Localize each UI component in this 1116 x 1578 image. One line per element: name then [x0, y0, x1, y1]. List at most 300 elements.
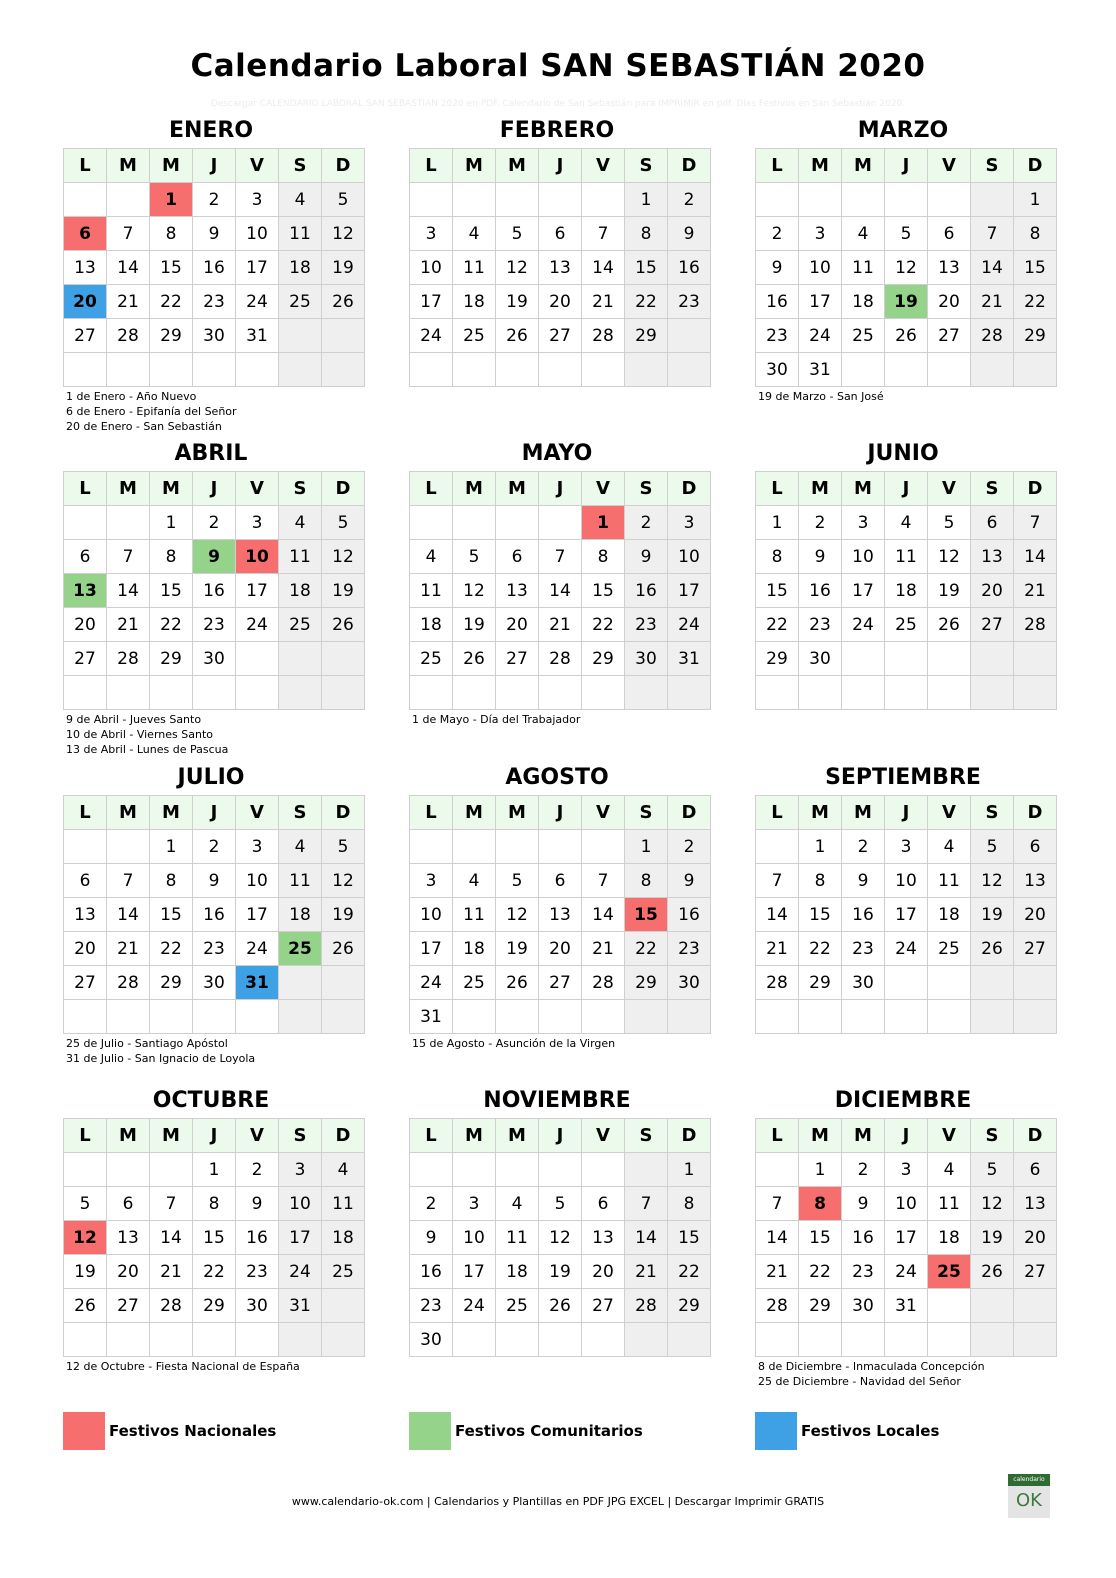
week-row	[410, 574, 711, 608]
day-cell: 16	[236, 1221, 279, 1255]
day-cell: 10	[410, 898, 453, 932]
empty-day-cell	[322, 1000, 365, 1034]
week-row	[756, 1000, 1057, 1034]
empty-day-cell	[625, 353, 668, 387]
day-cell: 14	[107, 574, 150, 608]
day-cell: 16	[193, 251, 236, 285]
empty-day-cell	[928, 353, 971, 387]
day-cell: 16	[625, 574, 668, 608]
holiday-note: 12 de Octubre - Fiesta Nacional de España	[66, 1360, 300, 1373]
empty-day-cell	[971, 1000, 1014, 1034]
week-row	[756, 1289, 1057, 1323]
empty-day-cell	[322, 1323, 365, 1357]
empty-day-cell	[756, 1153, 799, 1187]
empty-day-cell	[236, 1323, 279, 1357]
day-cell: 27	[107, 1289, 150, 1323]
day-cell: 8	[582, 540, 625, 574]
empty-day-cell	[799, 1323, 842, 1357]
empty-day-cell	[279, 966, 322, 1000]
day-cell: 16	[193, 898, 236, 932]
weekday-header: S	[971, 1119, 1014, 1153]
day-cell: 6	[64, 540, 107, 574]
weekday-header: J	[193, 472, 236, 506]
empty-day-cell	[582, 1323, 625, 1357]
day-cell: 28	[756, 966, 799, 1000]
day-cell: 19	[64, 1255, 107, 1289]
legend-swatch-comunitario	[409, 1412, 451, 1450]
day-cell: 26	[453, 642, 496, 676]
day-cell: 19	[971, 1221, 1014, 1255]
day-cell: 28	[539, 642, 582, 676]
day-cell: 19	[539, 1255, 582, 1289]
day-cell: 12	[971, 1187, 1014, 1221]
weekday-header: D	[1014, 1119, 1057, 1153]
day-cell: 9	[625, 540, 668, 574]
empty-day-cell	[756, 676, 799, 710]
week-row	[64, 1153, 365, 1187]
day-cell: 3	[885, 1153, 928, 1187]
day-cell: 14	[150, 1221, 193, 1255]
day-cell: 22	[150, 608, 193, 642]
empty-day-cell	[496, 1323, 539, 1357]
holiday-note: 8 de Diciembre - Inmaculada Concepción	[758, 1360, 985, 1373]
week-row	[64, 830, 365, 864]
day-cell: 13	[971, 540, 1014, 574]
day-cell: 7	[582, 864, 625, 898]
empty-day-cell	[539, 183, 582, 217]
day-cell: 3	[668, 506, 711, 540]
month-name: MARZO	[857, 118, 949, 143]
day-cell: 30	[625, 642, 668, 676]
weekday-header: L	[64, 1119, 107, 1153]
weekday-header-row	[756, 796, 1057, 830]
day-cell: 23	[842, 932, 885, 966]
holiday-day-cell: 25	[279, 932, 322, 966]
day-cell: 18	[279, 898, 322, 932]
day-cell: 24	[236, 932, 279, 966]
day-cell: 25	[928, 932, 971, 966]
week-row	[64, 676, 365, 710]
day-cell: 25	[279, 608, 322, 642]
weekday-header: S	[971, 149, 1014, 183]
month-julio	[63, 761, 359, 1066]
week-row	[756, 642, 1057, 676]
holiday-day-cell: 10	[236, 540, 279, 574]
day-cell: 28	[107, 642, 150, 676]
day-cell: 9	[799, 540, 842, 574]
empty-day-cell	[453, 830, 496, 864]
holiday-note: 6 de Enero - Epifanía del Señor	[66, 405, 237, 418]
week-row	[410, 1187, 711, 1221]
legend-item-nacional	[63, 1412, 276, 1450]
weekday-header: V	[582, 472, 625, 506]
week-row	[756, 319, 1057, 353]
day-cell: 21	[107, 285, 150, 319]
day-cell: 18	[279, 251, 322, 285]
month-name: SEPTIEMBRE	[825, 765, 981, 790]
day-cell: 19	[322, 574, 365, 608]
day-cell: 5	[928, 506, 971, 540]
day-cell: 29	[799, 966, 842, 1000]
day-cell: 3	[799, 217, 842, 251]
day-cell: 30	[756, 353, 799, 387]
holiday-note: 20 de Enero - San Sebastián	[66, 420, 222, 433]
day-cell: 30	[193, 319, 236, 353]
day-cell: 26	[539, 1289, 582, 1323]
week-row	[410, 1323, 711, 1357]
day-cell: 8	[756, 540, 799, 574]
month-table	[409, 471, 711, 710]
empty-day-cell	[279, 642, 322, 676]
site-logo[interactable]	[1008, 1474, 1050, 1518]
day-cell: 5	[496, 864, 539, 898]
day-cell: 31	[668, 642, 711, 676]
day-cell: 18	[885, 574, 928, 608]
empty-day-cell	[410, 1153, 453, 1187]
weekday-header: V	[582, 1119, 625, 1153]
empty-day-cell	[193, 1323, 236, 1357]
day-cell: 12	[322, 540, 365, 574]
empty-day-cell	[582, 353, 625, 387]
empty-day-cell	[496, 676, 539, 710]
weekday-header: M	[496, 149, 539, 183]
day-cell: 30	[236, 1289, 279, 1323]
empty-day-cell	[539, 830, 582, 864]
week-row	[410, 932, 711, 966]
day-cell: 30	[799, 642, 842, 676]
empty-day-cell	[279, 353, 322, 387]
day-cell: 11	[928, 864, 971, 898]
weekday-header: M	[150, 1119, 193, 1153]
day-cell: 24	[668, 608, 711, 642]
week-row	[410, 506, 711, 540]
week-row	[756, 1153, 1057, 1187]
weekday-header: L	[756, 1119, 799, 1153]
day-cell: 12	[322, 217, 365, 251]
day-cell: 22	[582, 608, 625, 642]
day-cell: 27	[64, 966, 107, 1000]
day-cell: 24	[799, 319, 842, 353]
legend-label: Festivos Comunitarios	[455, 1422, 643, 1440]
day-cell: 11	[279, 217, 322, 251]
day-cell: 2	[756, 217, 799, 251]
empty-day-cell	[928, 676, 971, 710]
day-cell: 3	[842, 506, 885, 540]
day-cell: 11	[928, 1187, 971, 1221]
day-cell: 15	[193, 1221, 236, 1255]
empty-day-cell	[885, 1323, 928, 1357]
month-name: ABRIL	[174, 441, 248, 466]
day-cell: 6	[582, 1187, 625, 1221]
weekday-header: J	[539, 796, 582, 830]
day-cell: 12	[496, 898, 539, 932]
empty-day-cell	[885, 676, 928, 710]
month-marzo	[755, 114, 1051, 404]
legend-label: Festivos Locales	[801, 1422, 940, 1440]
day-cell: 3	[410, 864, 453, 898]
empty-day-cell	[453, 183, 496, 217]
weekday-header: V	[928, 1119, 971, 1153]
week-row	[64, 183, 365, 217]
empty-day-cell	[496, 506, 539, 540]
day-cell: 7	[625, 1187, 668, 1221]
day-cell: 4	[453, 864, 496, 898]
weekday-header: V	[582, 796, 625, 830]
month-name: JUNIO	[867, 441, 939, 466]
day-cell: 23	[668, 285, 711, 319]
day-cell: 25	[410, 642, 453, 676]
weekday-header: S	[279, 149, 322, 183]
empty-day-cell	[971, 966, 1014, 1000]
day-cell: 12	[496, 251, 539, 285]
day-cell: 31	[279, 1289, 322, 1323]
weekday-header: M	[453, 1119, 496, 1153]
empty-day-cell	[150, 1153, 193, 1187]
weekday-header: M	[496, 472, 539, 506]
weekday-header: D	[1014, 149, 1057, 183]
day-cell: 8	[193, 1187, 236, 1221]
day-cell: 28	[107, 966, 150, 1000]
weekday-header: D	[668, 796, 711, 830]
day-cell: 17	[410, 285, 453, 319]
weekday-header: M	[799, 149, 842, 183]
day-cell: 29	[625, 319, 668, 353]
day-cell: 6	[64, 864, 107, 898]
week-row	[756, 251, 1057, 285]
day-cell: 30	[193, 966, 236, 1000]
empty-day-cell	[625, 1153, 668, 1187]
weekday-header: S	[279, 472, 322, 506]
weekday-header: L	[64, 149, 107, 183]
day-cell: 1	[150, 506, 193, 540]
holiday-day-cell: 15	[625, 898, 668, 932]
day-cell: 19	[322, 251, 365, 285]
empty-day-cell	[885, 966, 928, 1000]
day-cell: 18	[279, 574, 322, 608]
week-row	[756, 864, 1057, 898]
holiday-note: 15 de Agosto - Asunción de la Virgen	[412, 1037, 616, 1050]
weekday-header: D	[668, 1119, 711, 1153]
day-cell: 12	[322, 864, 365, 898]
day-cell: 27	[582, 1289, 625, 1323]
week-row	[756, 676, 1057, 710]
day-cell: 15	[150, 251, 193, 285]
week-row	[64, 1323, 365, 1357]
month-name: FEBRERO	[499, 118, 615, 143]
empty-day-cell	[971, 642, 1014, 676]
month-agosto	[409, 761, 705, 1051]
weekday-header: M	[150, 472, 193, 506]
month-mayo	[409, 437, 705, 727]
empty-day-cell	[799, 676, 842, 710]
day-cell: 2	[236, 1153, 279, 1187]
week-row	[756, 1221, 1057, 1255]
day-cell: 7	[756, 1187, 799, 1221]
day-cell: 31	[799, 353, 842, 387]
weekday-header: S	[625, 149, 668, 183]
weekday-header: M	[453, 149, 496, 183]
day-cell: 23	[799, 608, 842, 642]
weekday-header: L	[410, 796, 453, 830]
day-cell: 10	[842, 540, 885, 574]
day-cell: 10	[885, 864, 928, 898]
day-cell: 14	[107, 251, 150, 285]
weekday-header: J	[885, 472, 928, 506]
weekday-header: S	[625, 1119, 668, 1153]
day-cell: 20	[64, 608, 107, 642]
day-cell: 20	[1014, 898, 1057, 932]
empty-day-cell	[1014, 1289, 1057, 1323]
weekday-header: V	[236, 149, 279, 183]
day-cell: 28	[625, 1289, 668, 1323]
empty-day-cell	[582, 676, 625, 710]
weekday-header: S	[279, 1119, 322, 1153]
empty-day-cell	[842, 1000, 885, 1034]
day-cell: 1	[625, 183, 668, 217]
weekday-header: L	[410, 149, 453, 183]
empty-day-cell	[625, 676, 668, 710]
day-cell: 4	[322, 1153, 365, 1187]
day-cell: 3	[279, 1153, 322, 1187]
day-cell: 28	[582, 319, 625, 353]
weekday-header: M	[453, 796, 496, 830]
empty-day-cell	[236, 642, 279, 676]
day-cell: 28	[582, 966, 625, 1000]
day-cell: 11	[410, 574, 453, 608]
holiday-notes	[755, 1034, 1051, 1036]
day-cell: 15	[756, 574, 799, 608]
day-cell: 9	[756, 251, 799, 285]
weekday-header: S	[625, 472, 668, 506]
day-cell: 26	[496, 966, 539, 1000]
empty-day-cell	[453, 1323, 496, 1357]
empty-day-cell	[236, 1000, 279, 1034]
page-title: Calendario Laboral SAN SEBASTIÁN 2020	[190, 48, 926, 84]
day-cell: 4	[928, 1153, 971, 1187]
day-cell: 5	[539, 1187, 582, 1221]
week-row	[410, 183, 711, 217]
day-cell: 24	[885, 932, 928, 966]
week-row	[64, 1000, 365, 1034]
day-cell: 11	[279, 540, 322, 574]
weekday-header-row	[64, 149, 365, 183]
month-febrero	[409, 114, 705, 389]
logo-caption: calendario	[1008, 1474, 1050, 1486]
week-row	[756, 1323, 1057, 1357]
day-cell: 19	[928, 574, 971, 608]
weekday-header: D	[668, 149, 711, 183]
day-cell: 4	[279, 506, 322, 540]
empty-day-cell	[64, 1323, 107, 1357]
month-name: NOVIEMBRE	[483, 1088, 631, 1113]
weekday-header-row	[756, 1119, 1057, 1153]
holiday-note: 19 de Marzo - San José	[758, 390, 884, 403]
day-cell: 6	[107, 1187, 150, 1221]
day-cell: 21	[582, 932, 625, 966]
legend-label: Festivos Nacionales	[109, 1422, 277, 1440]
empty-day-cell	[539, 1153, 582, 1187]
day-cell: 23	[236, 1255, 279, 1289]
day-cell: 19	[453, 608, 496, 642]
week-row	[410, 540, 711, 574]
day-cell: 5	[322, 506, 365, 540]
empty-day-cell	[496, 830, 539, 864]
holiday-note: 1 de Mayo - Día del Trabajador	[412, 713, 581, 726]
day-cell: 9	[193, 217, 236, 251]
day-cell: 17	[842, 574, 885, 608]
weekday-header-row	[410, 796, 711, 830]
empty-day-cell	[496, 183, 539, 217]
weekday-header: V	[582, 149, 625, 183]
weekday-header: L	[64, 472, 107, 506]
empty-day-cell	[885, 642, 928, 676]
day-cell: 29	[625, 966, 668, 1000]
day-cell: 23	[193, 932, 236, 966]
day-cell: 2	[668, 183, 711, 217]
day-cell: 13	[64, 898, 107, 932]
day-cell: 11	[842, 251, 885, 285]
day-cell: 8	[668, 1187, 711, 1221]
month-table	[63, 471, 365, 710]
day-cell: 28	[107, 319, 150, 353]
weekday-header: M	[107, 149, 150, 183]
week-row	[410, 1000, 711, 1034]
week-row	[756, 285, 1057, 319]
day-cell: 8	[150, 217, 193, 251]
day-cell: 18	[453, 285, 496, 319]
day-cell: 23	[625, 608, 668, 642]
empty-day-cell	[410, 830, 453, 864]
weekday-header: S	[625, 796, 668, 830]
empty-day-cell	[322, 966, 365, 1000]
day-cell: 27	[1014, 1255, 1057, 1289]
day-cell: 10	[236, 217, 279, 251]
day-cell: 2	[668, 830, 711, 864]
week-row	[756, 217, 1057, 251]
day-cell: 28	[971, 319, 1014, 353]
day-cell: 26	[64, 1289, 107, 1323]
weekday-header: M	[842, 796, 885, 830]
day-cell: 12	[539, 1221, 582, 1255]
week-row	[64, 506, 365, 540]
day-cell: 27	[1014, 932, 1057, 966]
day-cell: 9	[236, 1187, 279, 1221]
day-cell: 3	[410, 217, 453, 251]
empty-day-cell	[279, 1000, 322, 1034]
day-cell: 3	[453, 1187, 496, 1221]
day-cell: 14	[756, 898, 799, 932]
empty-day-cell	[885, 1000, 928, 1034]
day-cell: 5	[64, 1187, 107, 1221]
day-cell: 22	[193, 1255, 236, 1289]
day-cell: 23	[756, 319, 799, 353]
day-cell: 26	[928, 608, 971, 642]
day-cell: 7	[150, 1187, 193, 1221]
day-cell: 2	[193, 183, 236, 217]
day-cell: 18	[322, 1221, 365, 1255]
day-cell: 1	[756, 506, 799, 540]
day-cell: 17	[279, 1221, 322, 1255]
day-cell: 28	[150, 1289, 193, 1323]
weekday-header: V	[236, 1119, 279, 1153]
empty-day-cell	[971, 353, 1014, 387]
empty-day-cell	[756, 830, 799, 864]
empty-day-cell	[496, 1000, 539, 1034]
month-table	[409, 795, 711, 1034]
empty-day-cell	[539, 1000, 582, 1034]
day-cell: 24	[279, 1255, 322, 1289]
day-cell: 13	[1014, 864, 1057, 898]
